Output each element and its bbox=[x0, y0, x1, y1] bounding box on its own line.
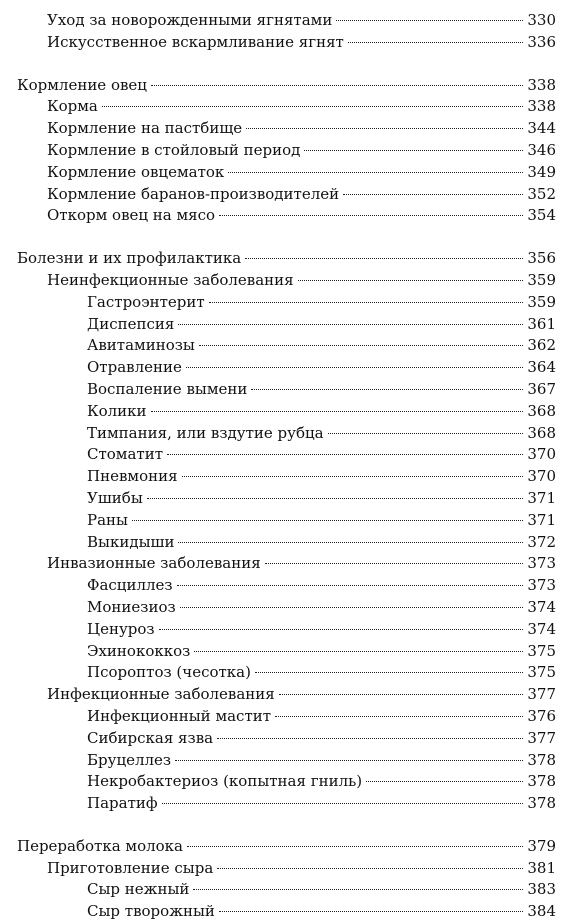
dot-leader bbox=[194, 651, 523, 652]
dot-leader bbox=[343, 194, 523, 195]
toc-entry-page-number: 346 bbox=[527, 140, 556, 159]
toc-entry bbox=[0, 488, 572, 510]
toc-entry bbox=[0, 32, 572, 54]
toc-entry bbox=[0, 10, 572, 32]
dot-leader bbox=[279, 694, 524, 695]
dot-leader bbox=[209, 302, 524, 303]
dot-leader bbox=[151, 411, 524, 412]
toc-entry-page-number: 373 bbox=[527, 576, 556, 595]
dot-leader bbox=[177, 585, 524, 586]
dot-leader bbox=[102, 106, 524, 107]
toc-entry-title: Стоматит bbox=[87, 445, 164, 464]
dot-leader bbox=[251, 389, 523, 390]
dot-leader bbox=[151, 85, 523, 86]
dot-leader bbox=[275, 716, 523, 717]
toc-entry bbox=[0, 510, 572, 532]
dot-leader bbox=[147, 498, 524, 499]
toc-spacer bbox=[0, 815, 572, 836]
toc-entry-title: Сыр нежный bbox=[87, 880, 190, 899]
toc-spacer bbox=[0, 54, 572, 75]
toc-entry bbox=[0, 270, 572, 292]
toc-entry-page-number: 381 bbox=[527, 858, 556, 877]
toc-entry bbox=[0, 728, 572, 750]
toc-entry-title: Некробактериоз (копытная гниль) bbox=[87, 772, 363, 791]
toc-entry-page-number: 344 bbox=[527, 119, 556, 138]
toc-entry-title: Переработка молока bbox=[17, 836, 184, 855]
dot-leader bbox=[304, 150, 523, 151]
toc-entry-title: Кормление овцематок bbox=[47, 162, 225, 181]
toc-group bbox=[0, 75, 572, 228]
toc-entry-title: Псороптоз (чесотка) bbox=[87, 663, 251, 682]
toc-entry-page-number: 372 bbox=[527, 532, 556, 551]
toc-entry-page-number: 338 bbox=[527, 75, 556, 94]
dot-leader bbox=[228, 172, 523, 173]
toc-spacer bbox=[0, 227, 572, 248]
toc-entry-page-number: 378 bbox=[527, 794, 556, 813]
toc-entry bbox=[0, 140, 572, 162]
dot-leader bbox=[167, 454, 523, 455]
toc-entry-title: Приготовление сыра bbox=[47, 858, 214, 877]
dot-leader bbox=[298, 280, 524, 281]
toc-entry-title: Раны bbox=[87, 510, 128, 529]
dot-leader bbox=[328, 433, 524, 434]
dot-leader bbox=[180, 607, 524, 608]
toc-entry bbox=[0, 553, 572, 575]
toc-entry-title: Кормление на пастбище bbox=[47, 119, 243, 138]
dot-leader bbox=[159, 629, 524, 630]
dot-leader bbox=[175, 760, 523, 761]
dot-leader bbox=[336, 20, 523, 21]
dot-leader bbox=[178, 324, 523, 325]
toc-entry bbox=[0, 879, 572, 901]
toc-entry-page-number: 364 bbox=[527, 358, 556, 377]
dot-leader bbox=[265, 563, 524, 564]
toc-entry-title: Воспаление вымени bbox=[87, 379, 248, 398]
toc-entry-page-number: 354 bbox=[527, 206, 556, 225]
toc-entry bbox=[0, 684, 572, 706]
toc-entry-page-number: 374 bbox=[527, 619, 556, 638]
toc-entry-title: Пневмония bbox=[87, 467, 178, 486]
toc-entry bbox=[0, 597, 572, 619]
toc-entry-page-number: 378 bbox=[527, 750, 556, 769]
toc-entry-title: Сыр творожный bbox=[87, 902, 215, 921]
dot-leader bbox=[178, 542, 523, 543]
toc-entry-title: Искусственное вскармливание ягнят bbox=[47, 32, 344, 51]
dot-leader bbox=[348, 42, 524, 43]
dot-leader bbox=[132, 520, 523, 521]
toc-entry bbox=[0, 619, 572, 641]
toc-entry bbox=[0, 357, 572, 379]
toc-entry bbox=[0, 248, 572, 270]
toc-entry-title: Корма bbox=[47, 97, 98, 116]
toc-entry-page-number: 370 bbox=[527, 445, 556, 464]
toc-entry-page-number: 378 bbox=[527, 772, 556, 791]
toc-entry bbox=[0, 96, 572, 118]
toc-entry bbox=[0, 401, 572, 423]
toc-entry-page-number: 383 bbox=[527, 880, 556, 899]
toc-entry-page-number: 338 bbox=[527, 97, 556, 116]
toc-entry bbox=[0, 205, 572, 227]
toc-entry-title: Откорм овец на мясо bbox=[47, 206, 216, 225]
dot-leader bbox=[245, 258, 523, 259]
toc-entry-page-number: 356 bbox=[527, 249, 556, 268]
toc-entry-page-number: 368 bbox=[527, 423, 556, 442]
toc-entry-page-number: 371 bbox=[527, 488, 556, 507]
toc-entry bbox=[0, 118, 572, 140]
toc-entry bbox=[0, 292, 572, 314]
dot-leader bbox=[187, 846, 523, 847]
dot-leader bbox=[366, 781, 523, 782]
dot-leader bbox=[217, 738, 523, 739]
toc-entry-page-number: 352 bbox=[527, 184, 556, 203]
toc-entry-title: Неинфекционные заболевания bbox=[47, 270, 294, 289]
toc-entry bbox=[0, 750, 572, 772]
toc-entry-title: Инфекционные заболевания bbox=[47, 685, 275, 704]
toc-group bbox=[0, 10, 572, 54]
toc-entry-page-number: 373 bbox=[527, 554, 556, 573]
toc-entry bbox=[0, 466, 572, 488]
dot-leader bbox=[219, 215, 523, 216]
dot-leader bbox=[217, 868, 523, 869]
toc-entry bbox=[0, 662, 572, 684]
toc-entry-title: Инвазионные заболевания bbox=[47, 554, 261, 573]
toc-entry-page-number: 359 bbox=[527, 270, 556, 289]
toc-entry bbox=[0, 706, 572, 728]
dot-leader bbox=[182, 476, 524, 477]
toc-entry-title: Ушибы bbox=[87, 488, 143, 507]
toc-entry-title: Кормление баранов-производителей bbox=[47, 184, 340, 203]
toc-group bbox=[0, 836, 572, 923]
toc-entry-page-number: 379 bbox=[527, 836, 556, 855]
toc-entry-page-number: 336 bbox=[527, 32, 556, 51]
dot-leader bbox=[219, 911, 523, 912]
toc-entry bbox=[0, 314, 572, 336]
toc-entry-title: Бруцеллез bbox=[87, 750, 172, 769]
dot-leader bbox=[186, 367, 523, 368]
toc-entry-page-number: 371 bbox=[527, 510, 556, 529]
toc-entry-page-number: 377 bbox=[527, 728, 556, 747]
toc-entry-title: Ценуроз bbox=[87, 619, 155, 638]
dot-leader bbox=[199, 345, 524, 346]
toc-entry-title: Мониезиоз bbox=[87, 597, 176, 616]
toc-entry-title: Эхинококкоз bbox=[87, 641, 191, 660]
toc-entry-title: Уход за новорожденными ягнятами bbox=[47, 11, 333, 29]
toc-entry-page-number: 376 bbox=[527, 706, 556, 725]
toc-entry-title: Авитаминозы bbox=[87, 336, 195, 355]
toc-entry-page-number: 330 bbox=[527, 11, 556, 29]
dot-leader bbox=[246, 128, 523, 129]
toc-entry-title: Выкидыши bbox=[87, 532, 175, 551]
toc-entry bbox=[0, 184, 572, 206]
toc-entry bbox=[0, 532, 572, 554]
toc-entry-page-number: 367 bbox=[527, 379, 556, 398]
toc-entry-page-number: 377 bbox=[527, 685, 556, 704]
toc-entry-title: Кормление овец bbox=[17, 75, 147, 94]
toc-entry-page-number: 374 bbox=[527, 597, 556, 616]
toc-entry-title: Гастроэнтерит bbox=[87, 292, 205, 311]
toc-entry bbox=[0, 575, 572, 597]
toc-entry bbox=[0, 858, 572, 880]
toc-entry bbox=[0, 771, 572, 793]
toc-entry bbox=[0, 641, 572, 663]
toc-entry-page-number: 361 bbox=[527, 314, 556, 333]
dot-leader bbox=[162, 803, 524, 804]
toc-entry-title: Паратиф bbox=[87, 794, 158, 813]
toc-entry-page-number: 384 bbox=[527, 902, 556, 921]
toc-entry bbox=[0, 379, 572, 401]
toc-entry-title: Диспепсия bbox=[87, 314, 175, 333]
toc-entry bbox=[0, 75, 572, 97]
toc-entry bbox=[0, 335, 572, 357]
toc-entry bbox=[0, 836, 572, 858]
toc-entry bbox=[0, 793, 572, 815]
table-of-contents bbox=[0, 10, 572, 923]
toc-entry-title: Болезни и их профилактика bbox=[17, 249, 242, 268]
toc-entry bbox=[0, 162, 572, 184]
toc-entry-title: Отравление bbox=[87, 358, 182, 377]
dot-leader bbox=[255, 672, 523, 673]
toc-entry-page-number: 375 bbox=[527, 641, 556, 660]
toc-entry bbox=[0, 444, 572, 466]
toc-entry-title: Сибирская язва bbox=[87, 728, 214, 747]
toc-entry-page-number: 349 bbox=[527, 162, 556, 181]
dot-leader bbox=[193, 889, 523, 890]
toc-entry bbox=[0, 423, 572, 445]
toc-group bbox=[0, 248, 572, 815]
toc-entry bbox=[0, 901, 572, 923]
toc-entry-title: Колики bbox=[87, 401, 147, 420]
toc-entry-title: Тимпания, или вздутие рубца bbox=[87, 423, 324, 442]
toc-entry-page-number: 368 bbox=[527, 401, 556, 420]
toc-entry-title: Кормление в стойловый период bbox=[47, 140, 301, 159]
toc-entry-page-number: 375 bbox=[527, 663, 556, 682]
toc-entry-title: Инфекционный мастит bbox=[87, 706, 272, 725]
toc-entry-page-number: 359 bbox=[527, 292, 556, 311]
toc-entry-page-number: 362 bbox=[527, 336, 556, 355]
toc-entry-page-number: 370 bbox=[527, 467, 556, 486]
toc-entry-title: Фасциллез bbox=[87, 576, 173, 595]
